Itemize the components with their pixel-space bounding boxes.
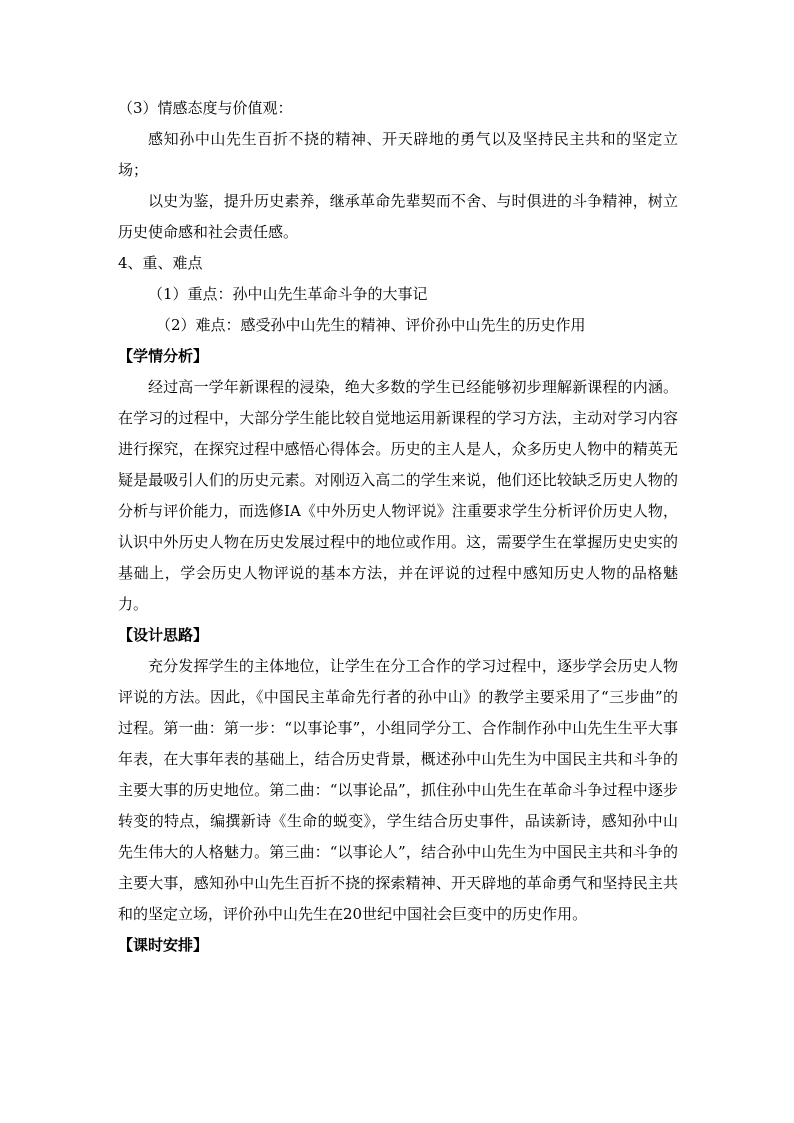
emotion-paragraph-1: 感知孙中山先生百折不挠的精神、开天辟地的勇气以及坚持民主共和的坚定立场； (118, 130, 678, 179)
difficult-point: （2）难点：感受孙中山先生的精神、评价孙中山先生的历史作用 (156, 316, 586, 334)
design-heading: 【设计思路】 (118, 626, 209, 644)
analysis-heading: 【学情分析】 (118, 347, 209, 365)
analysis-paragraph: 经过高一学年新课程的浸染，绝大多数的学生已经能够初步理解新课程的内涵。在学习的过程中，大部分学生能比较自觉地运用新课程的学习方法，主动对学习内容进行探究，在探究过程中感悟心得体会。历史的主人是人，众多历史人物中的精英无疑是最吸引人们的历史元素。对刚迈入高二的学生来说，他们还比较缺乏历史人物的分析与评价能力，而选修ⅠA《中外历史人物评说》注重要求学生分析评价历史人物，认识中外历史人物在历史发展过程中的地位或作用。这，需要学生在掌握历史史实的基础上，学会历史人物评说的基本方法，并在评说的过程中感知历史人物的品格魅力。 (118, 378, 678, 613)
schedule-heading: 【课时安排】 (118, 936, 209, 954)
emotion-paragraph-2: 以史为鉴，提升历史素养，继承革命先辈契而不舍、与时俱进的斗争精神，树立历史使命感和社会责任感。 (118, 192, 678, 241)
design-paragraph: 充分发挥学生的主体地位，让学生在分工合作的学习过程中，逐步学会历史人物评说的方法。因此，《中国民主革命先行者的孙中山》的教学主要采用了“三步曲”的过程。第一曲：第一步：“以事论事”，小组同学分工、合作制作孙中山先生生平大事年表，在大事年表的基础上，结合历史背景，概述孙中山先生为中国民主共和斗争的主要大事的历史地位。第二曲：“以事论品”，抓住孙中山先生在革命斗争过程中逐步转变的特点，编撰新诗《生命的蜕变》，学生结合历史事件，品读新诗，感知孙中山先生伟大的人格魅力。第三曲：“以事论人”，结合孙中山先生为中国民主共和斗争的主要大事，感知孙中山先生百折不挠的探索精神、开天辟地的革命勇气和坚持民主共和的坚定立场，评价孙中山先生在20世纪中国社会巨变中的历史作用。 (118, 657, 678, 923)
key-point: （1）重点：孙中山先生革命斗争的大事记 (148, 285, 428, 303)
document-page (118, 93, 678, 961)
key-points-heading: 4、重、难点 (118, 254, 203, 272)
emotion-heading: （3）情感态度与价值观： (118, 99, 293, 117)
